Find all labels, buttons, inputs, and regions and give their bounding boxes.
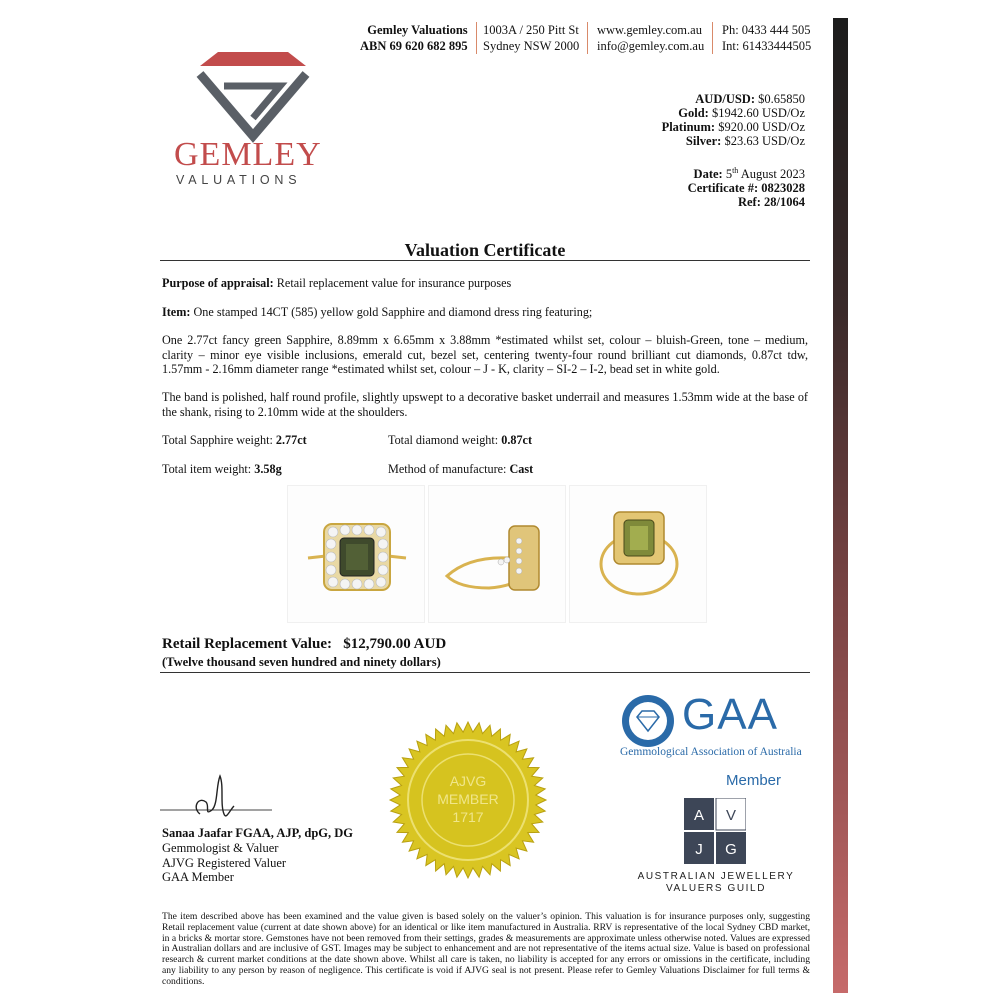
- seal-line2: MEMBER: [437, 791, 499, 807]
- header-phone: Ph: 0433 444 505: [722, 23, 811, 37]
- header-abn: ABN 69 620 682 895: [360, 39, 468, 53]
- header-address-block: [483, 22, 579, 54]
- aud-usd-value: $0.65850: [758, 92, 805, 106]
- ajvg-letter-g: G: [725, 841, 737, 858]
- purpose-paragraph: [162, 276, 808, 291]
- ring-side-image-icon: [429, 486, 567, 624]
- certificate-title: Valuation Certificate: [404, 240, 566, 260]
- ring-photo-top: [569, 485, 707, 623]
- seal-line1: AJVG: [449, 773, 487, 789]
- manufacture-label: Method of manufacture:: [388, 462, 507, 476]
- header-intl: Int: 61433444505: [722, 39, 812, 53]
- header-address-line1: 1003A / 250 Pitt St: [483, 23, 579, 37]
- signature-icon: [160, 770, 275, 830]
- ajvg-logo-icon: [684, 798, 746, 864]
- item-paragraph: [162, 305, 808, 320]
- header-separator: [476, 22, 477, 54]
- gold-value: $1942.60 USD/Oz: [711, 106, 805, 120]
- date-suffix: th: [732, 166, 739, 175]
- purpose-text: Retail replacement value for insurance purposes: [276, 276, 512, 290]
- aud-usd-label: AUD/USD:: [695, 92, 755, 106]
- seal-line3: 1717: [452, 809, 484, 825]
- ref-value: 28/1064: [764, 195, 805, 210]
- ajvg-line2: VALUERS GUILD: [665, 883, 767, 894]
- silver-label: Silver:: [685, 134, 722, 148]
- diamond-weight: [388, 433, 688, 448]
- ajvg-letter-v: V: [725, 807, 737, 824]
- ref-label: Ref:: [737, 195, 761, 210]
- decorative-side-bar: [833, 18, 848, 993]
- platinum-value: $920.00 USD/Oz: [718, 120, 805, 134]
- rrv-words: (Twelve thousand seven hundred and ninety dollars): [162, 655, 441, 669]
- signatory-name: Sanaa Jaafar FGAA, AJP, dpG, DG: [162, 826, 354, 840]
- diamond-weight-label: Total diamond weight:: [388, 433, 499, 447]
- ring-photos: [287, 485, 719, 623]
- header-separator: [712, 22, 713, 54]
- date-day: 5: [725, 167, 733, 182]
- band-paragraph: The band is polished, half round profile, slightly upswept to a decorative basket underrail and measures 1.53mm wide at the base of the shank, rising to 2.10mm wide at the shoulders.: [162, 390, 808, 419]
- sapphire-weight-label: Total Sapphire weight:: [162, 433, 273, 447]
- item-label: Item:: [162, 305, 191, 319]
- header-address-line2: Sydney NSW 2000: [483, 39, 580, 53]
- metal-rates: [662, 92, 805, 148]
- certificate-meta: [688, 164, 805, 209]
- disclaimer-text: The item described above has been examined and the value given is based solely on the valuer’s opinion. This valuation is for insurance purposes only, suggesting Retail replacement value (current at date shown above) for an identical or like item manufactured in Australia. RRV is representative of the local Sydney CBD market, in a bricks & mortar store. Gemstones have not been removed from their settings, grades & measurements are approximate unless otherwise noted. Values are expressed in Australian dollars and are inclusive of GST. Images may be subject to enhancement and are not representative of the items actual size. Value is based on professional research & current market conditions at the date shown above. Whilst all care is taken, no liability is accepted for any errors or omissions in the certificate, including any liability to any person by reason of negligence. This certificate is void if AJVG seal is not present. Please refer to Gemley Valuations Disclaimer for full terms & conditions.: [162, 911, 810, 987]
- description-paragraph: One 2.77ct fancy green Sapphire, 8.89mm x 6.65mm x 3.88mm *estimated whilst set, colour – bluish-Green, tone – medium, clarity – minor eye visible inclusions, emerald cut, bezel set, centering twenty-four round brilliant cut diamonds, 0.87ct tdw, 1.57mm - 2.16mm diameter range *estimated whilst set, colour – J - K, clarity – SI-2 – I-2, bead set in white gold.: [162, 333, 808, 376]
- ring-front-image-icon: [288, 486, 426, 624]
- logo-title: GEMLEY: [174, 136, 322, 173]
- ajvg-gold-seal-icon: [388, 720, 548, 880]
- gaa-diamond-emblem-icon: [620, 693, 676, 749]
- item-weight-value: 3.58g: [254, 462, 282, 476]
- ring-photo-front: [287, 485, 425, 623]
- ajvg-name: [636, 871, 796, 895]
- header-email[interactable]: info@gemley.com.au: [597, 39, 705, 53]
- gaa-title: GAA: [682, 690, 778, 739]
- header-phone-block: [722, 22, 811, 54]
- gold-label: Gold:: [678, 106, 709, 120]
- date-label: Date:: [693, 167, 723, 182]
- cert-value: 0823028: [761, 181, 805, 196]
- ajvg-letter-j: J: [695, 841, 703, 858]
- gaa-subtitle: Gemmological Association of Australia: [620, 746, 802, 758]
- rrv-divider: [160, 672, 810, 673]
- logo-subtitle: VALUATIONS: [176, 173, 302, 187]
- platinum-label: Platinum:: [661, 120, 716, 134]
- header-company-block: [360, 22, 468, 54]
- signatory-role3: GAA Member: [162, 870, 234, 885]
- ring-top-image-icon: [570, 486, 708, 624]
- diamond-weight-value: 0.87ct: [501, 433, 533, 447]
- silver-value: $23.63 USD/Oz: [724, 134, 805, 148]
- sapphire-weight-value: 2.77ct: [275, 433, 307, 447]
- manufacture-value: Cast: [509, 462, 534, 476]
- signatory-block: [162, 826, 353, 885]
- header-website[interactable]: www.gemley.com.au: [597, 23, 702, 37]
- sapphire-weight: [162, 433, 382, 448]
- rrv-label: Retail Replacement Value:: [162, 636, 332, 652]
- ring-photo-side: [428, 485, 566, 623]
- cert-label: Certificate #:: [687, 181, 759, 196]
- manufacture-method: [388, 462, 688, 477]
- item-weight: [162, 462, 382, 477]
- purpose-label: Purpose of appraisal:: [162, 276, 274, 290]
- ajvg-line1: AUSTRALIAN JEWELLERY: [637, 871, 795, 882]
- signatory-role2: AJVG Registered Valuer: [162, 855, 287, 870]
- date-rest: August 2023: [740, 167, 805, 182]
- item-weight-label: Total item weight:: [162, 462, 252, 476]
- title-divider: [160, 260, 810, 261]
- header-web-block: [597, 22, 704, 54]
- header-company: Gemley Valuations: [367, 23, 468, 37]
- signatory-role1: Gemmologist & Valuer: [162, 840, 279, 855]
- header-separator: [587, 22, 588, 54]
- item-text: One stamped 14CT (585) yellow gold Sapphire and diamond dress ring featuring;: [193, 305, 593, 319]
- retail-replacement-value: [162, 636, 446, 653]
- rrv-value: $12,790.00 AUD: [343, 636, 447, 652]
- ajvg-letter-a: A: [693, 807, 705, 824]
- gaa-member-label: Member: [726, 772, 782, 789]
